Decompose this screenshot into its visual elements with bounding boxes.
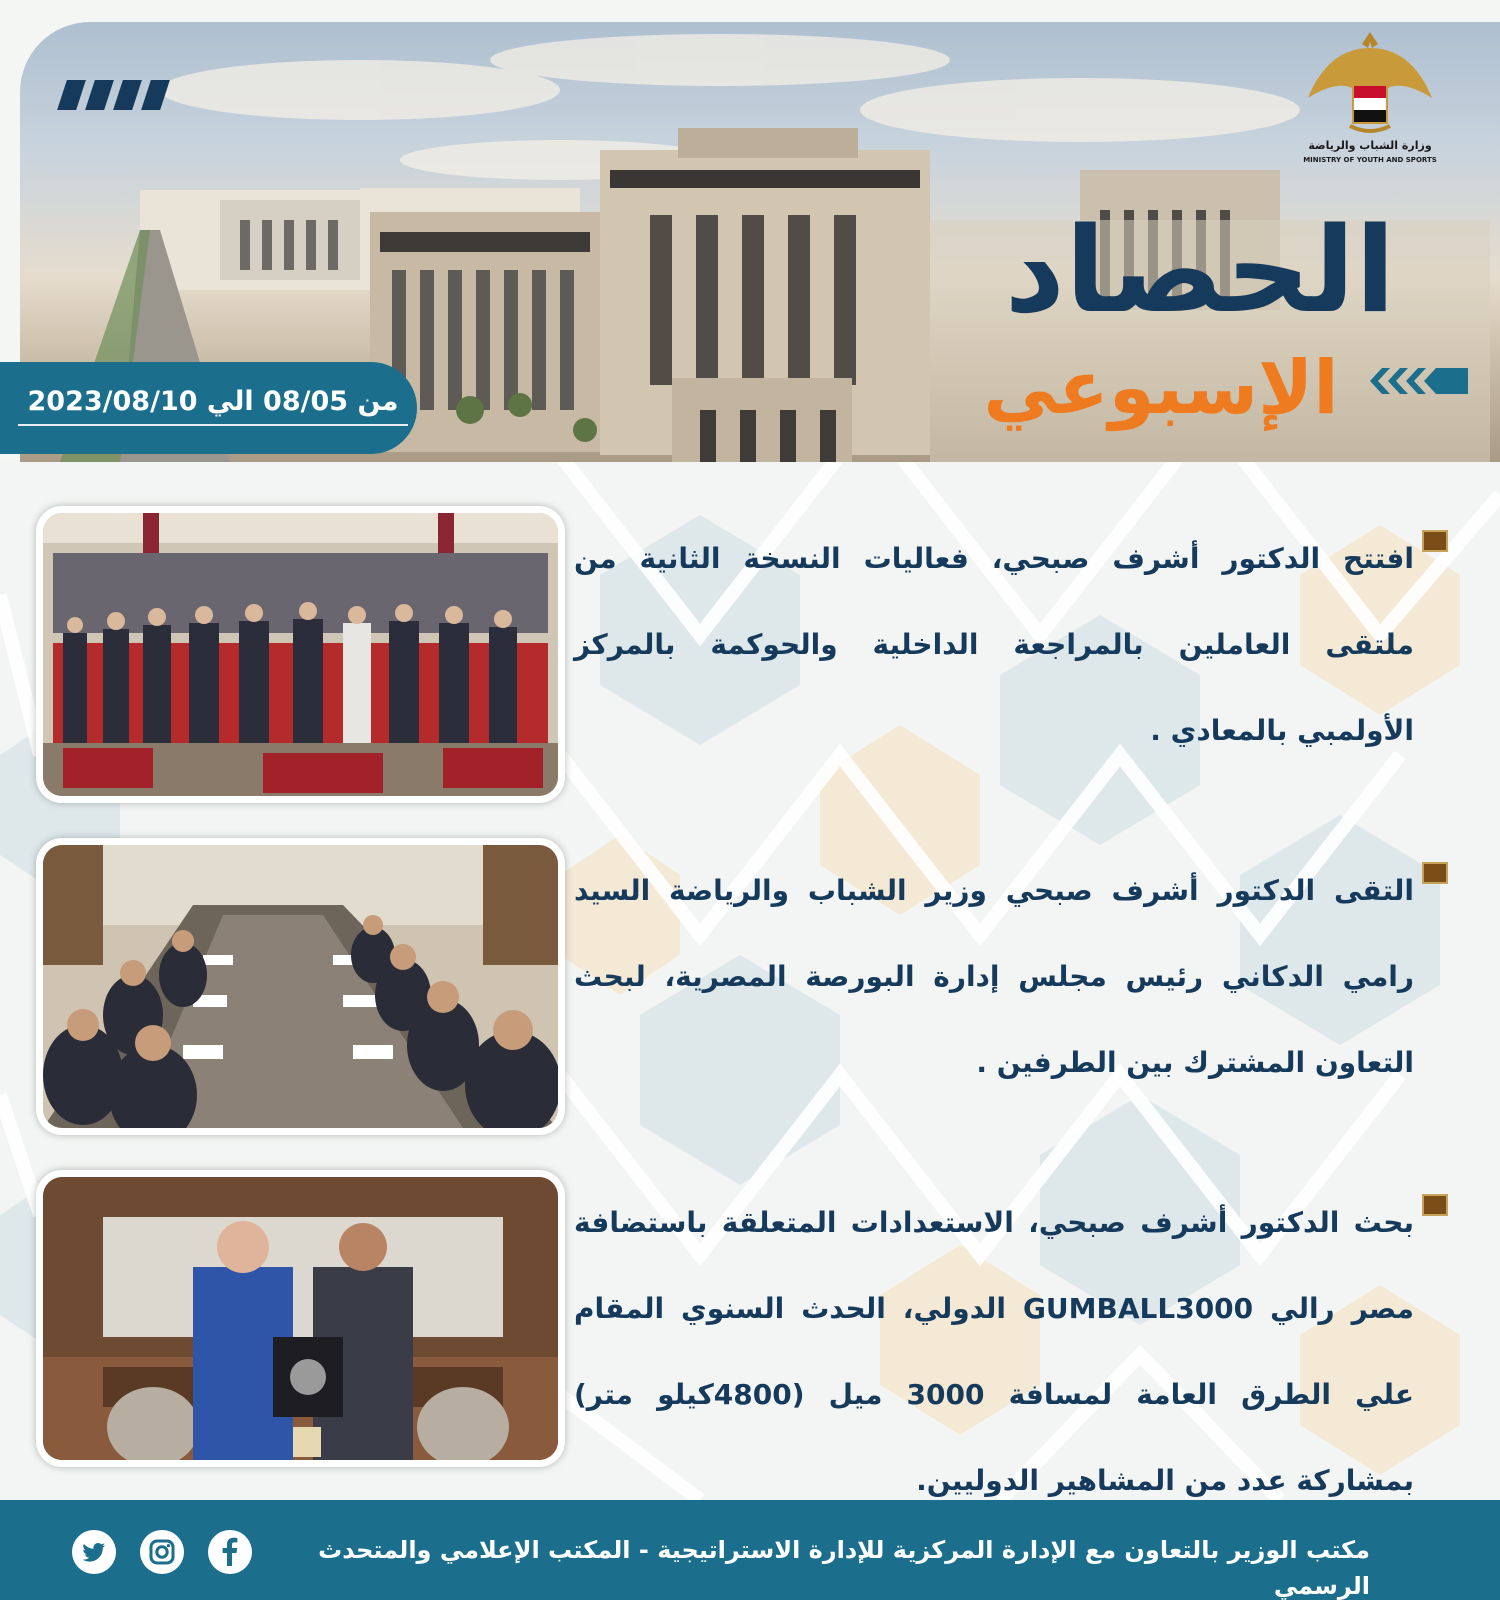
ministry-name-ar: وزارة الشباب والرياضة: [1308, 139, 1432, 152]
page-title: الحصاد: [1004, 201, 1396, 339]
news-item-text: التقى الدكتور أشرف صبحي وزير الشباب والرياضة السيد رامي الدكاني رئيس مجلس إدارة البورصة المصرية، لبحث التعاون المشترك بين الطرفين .: [574, 874, 1414, 1079]
news-item: [574, 1180, 1448, 1500]
news-item: [574, 848, 1448, 1108]
ministry-name-en: MINISTRY OF YOUTH AND SPORTS: [1303, 156, 1437, 164]
date-underline: [18, 424, 408, 426]
bullet-icon: [1422, 1194, 1448, 1216]
twitter-icon[interactable]: [72, 1530, 116, 1574]
date-range-badge: [0, 362, 417, 454]
footer-credit: مكتب الوزير بالتعاون مع الإدارة المركزية للإدارة الاستراتيجية - المكتب الإعلامي والمتحدث الرسمي: [318, 1536, 1370, 1600]
bullet-icon: [1422, 530, 1448, 552]
instagram-icon[interactable]: [140, 1530, 184, 1574]
header-banner: [0, 0, 1500, 462]
chevrons-icon: [1370, 366, 1468, 396]
date-range-text: من 08/05 الي 2023/08/10: [27, 386, 399, 417]
decorative-stripes: [56, 80, 176, 114]
news-item-text: بحث الدكتور أشرف صبحي، الاستعدادات المتعلقة باستضافة مصر رالي GUMBALL3000 الدولي، الحدث السنوي المقام علي الطرق العامة لمسافة 3000 ميل (4800كيلو متر) بمشاركة عدد من المشاهير الدوليين.: [574, 1206, 1414, 1497]
news-item-text: افتتح الدكتور أشرف صبحي، فعاليات النسخة الثانية من ملتقى العاملين بالمراجعة الداخلية والحوكمة بالمركز الأولمبي بالمعادي .: [574, 542, 1414, 747]
news-photo-conference: [36, 506, 565, 803]
ministry-logo: [1300, 28, 1440, 173]
page-subtitle: الإسبوعي: [983, 345, 1339, 431]
news-photo-gumball: [36, 1170, 565, 1467]
news-photo-meeting: [36, 838, 565, 1135]
footer-bar: [0, 1500, 1500, 1600]
news-item: [574, 516, 1448, 776]
bullet-icon: [1422, 862, 1448, 884]
eagle-emblem-icon: [1300, 28, 1440, 138]
facebook-icon[interactable]: [208, 1530, 252, 1574]
